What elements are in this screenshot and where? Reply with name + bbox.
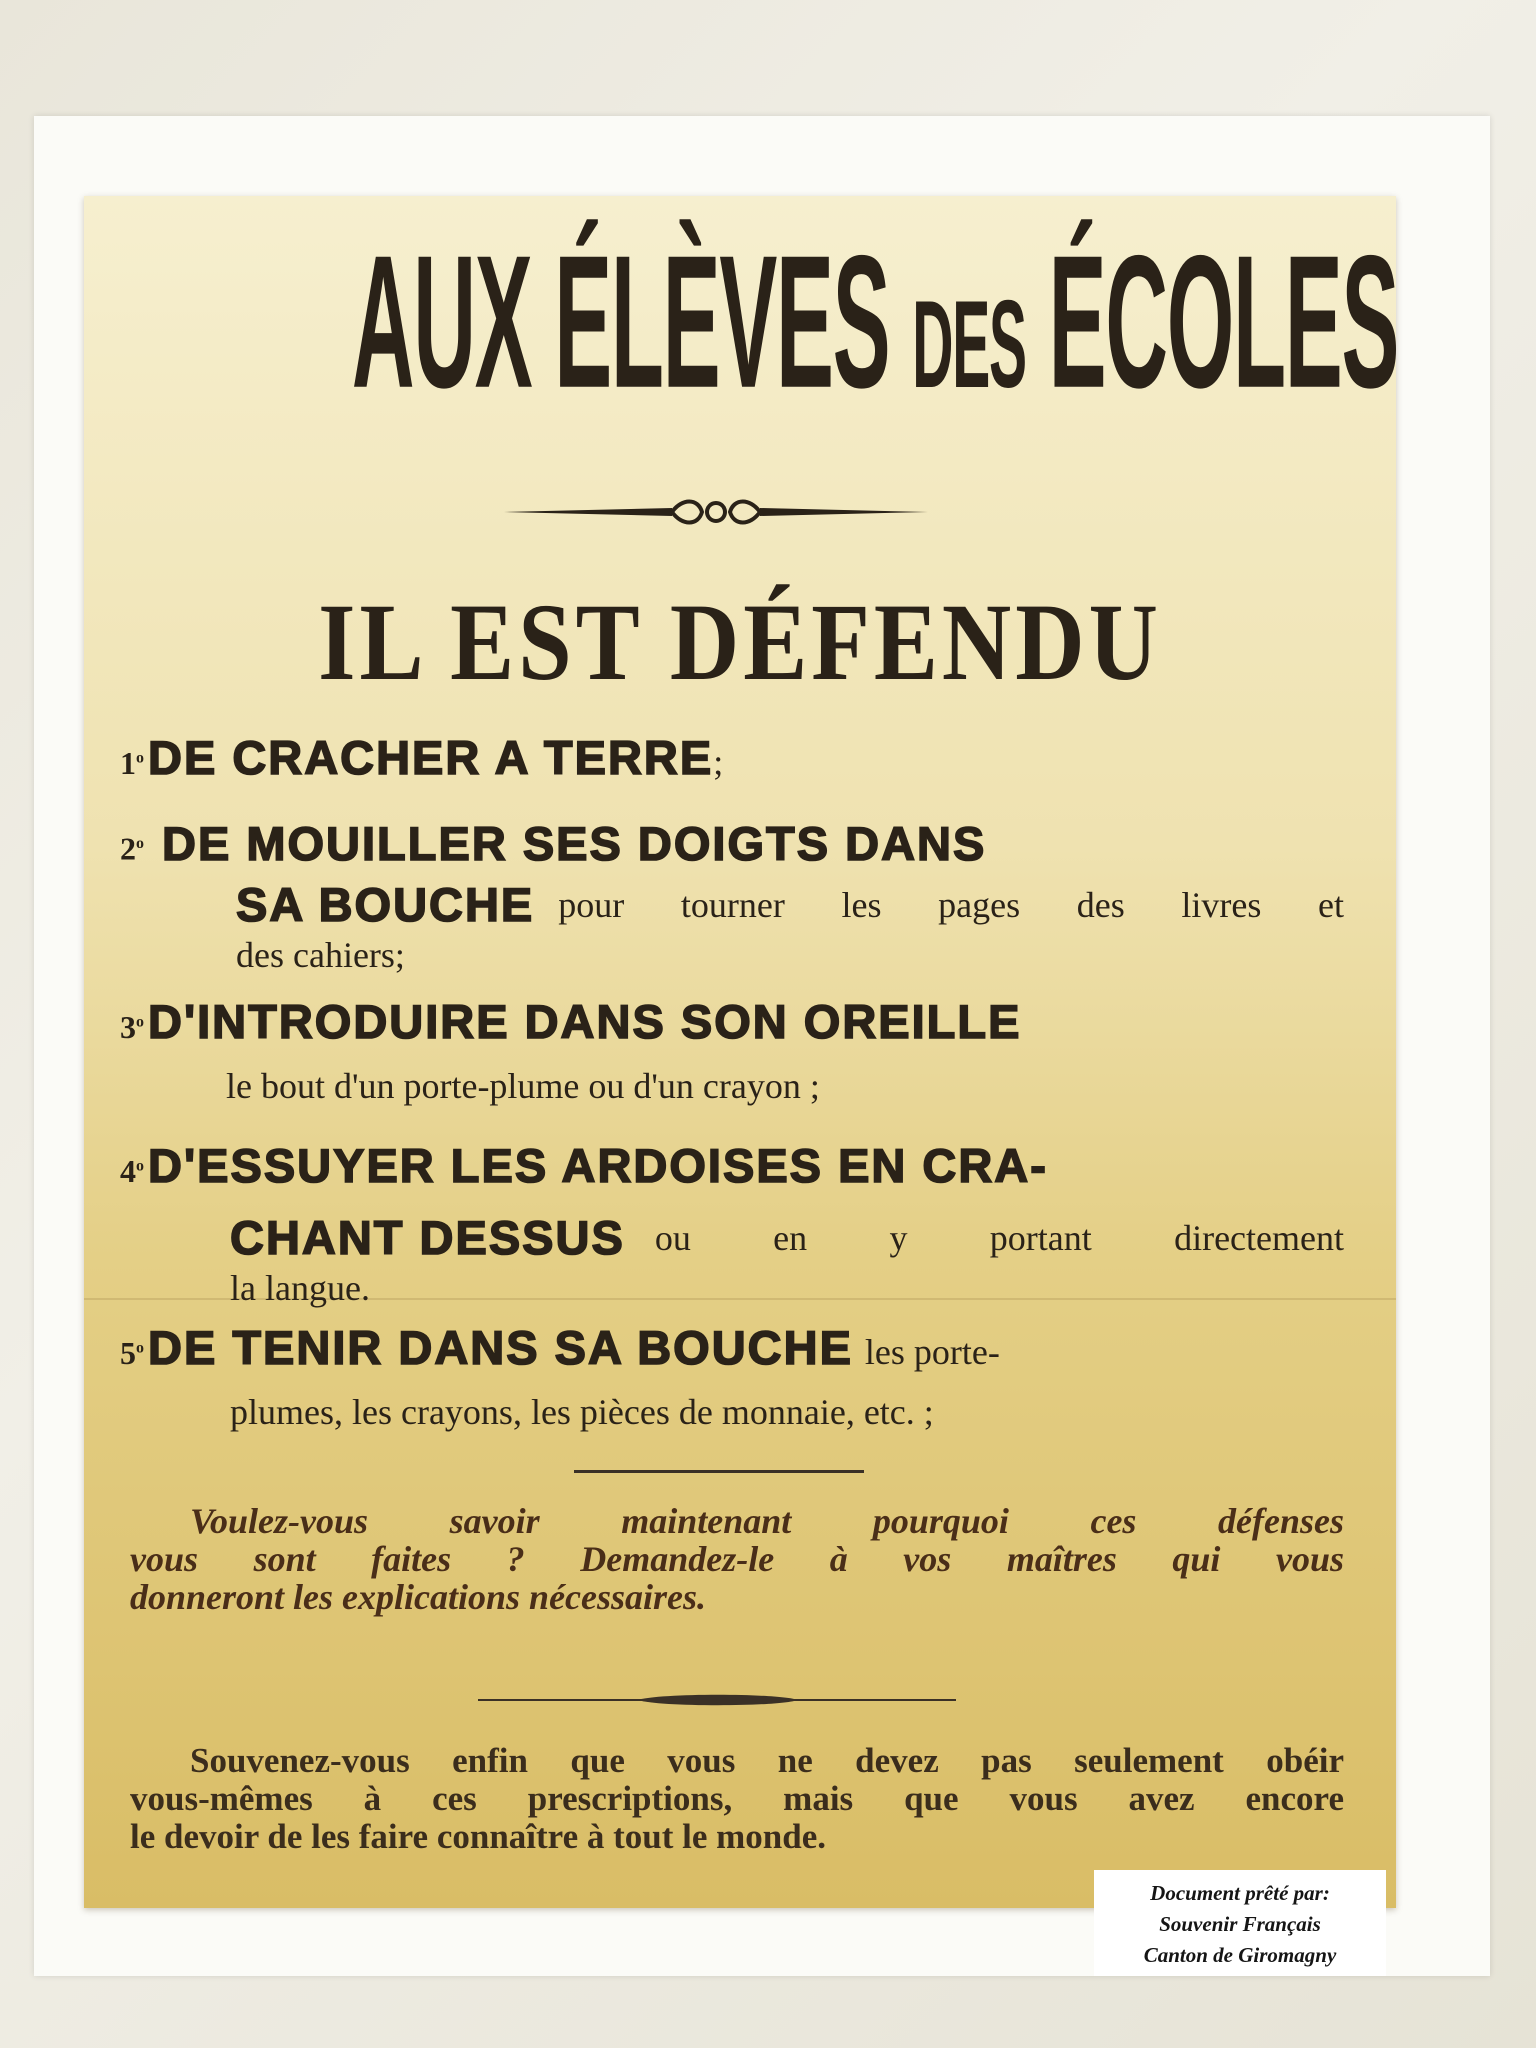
italic-line-2: vous sont faites ? Demandez-le à vos maîtres qui vous xyxy=(130,1539,1344,1579)
poster xyxy=(84,196,1399,1908)
item-bold-text: DE MOUILLER SES DOIGTS DANS xyxy=(162,817,987,870)
italic-line-3: donneront les explications nécessaires. xyxy=(130,1577,707,1617)
closing-paragraph xyxy=(130,1742,1344,1856)
item-number: 3$^o$ xyxy=(120,1009,144,1045)
title-part-3: ÉCOLES xyxy=(1048,215,1399,428)
item-bold-text: DE CRACHER A TERRE xyxy=(148,731,714,784)
credit-line-3: Canton de Giromagny xyxy=(1143,1943,1337,1967)
credit-line-1: Document prêté par: xyxy=(1150,1881,1330,1905)
item-text: pour tourner les pages des livres et xyxy=(558,884,1344,925)
item-bold-text: D'ESSUYER LES ARDOISES EN CRA- xyxy=(148,1139,1048,1192)
divider-line xyxy=(574,1470,864,1473)
rule-item-3 xyxy=(120,992,1344,1116)
poster-heading xyxy=(84,579,1396,704)
item-text: des cahiers; xyxy=(236,934,405,975)
rule-item-1 xyxy=(120,728,1344,800)
item-bold-text: DE TENIR DANS SA BOUCHE xyxy=(148,1321,853,1374)
rule-item-4 xyxy=(120,1136,1344,1316)
heading-text: IL EST DÉFENDU xyxy=(318,579,1162,704)
item-text: le bout d'un porte-plume ou d'un crayon ; xyxy=(226,1066,820,1106)
item-bold-text: D'INTRODUIRE DANS SON OREILLE xyxy=(148,995,1022,1048)
rule-item-2 xyxy=(120,814,1344,983)
ornamental-rule xyxy=(478,1690,956,1710)
item-bold-text: CHANT DESSUS xyxy=(230,1211,625,1264)
italic-line-1: Voulez-vous savoir maintenant pourquoi ces défenses xyxy=(190,1501,1344,1541)
title-part-2: DES xyxy=(912,276,1026,414)
rule-item-5 xyxy=(120,1318,1344,1442)
poster-title xyxy=(114,215,1399,428)
item-text: plumes, les crayons, les pièces de monnaie, etc. ; xyxy=(230,1392,934,1432)
credit-label xyxy=(1094,1870,1386,1976)
ornament-divider xyxy=(502,492,930,532)
closing-line-1: Souvenez-vous enfin que vous ne devez pas seulement obéir xyxy=(190,1741,1344,1780)
closing-line-2: vous-mêmes à ces prescriptions, mais que vous avez encore xyxy=(130,1779,1344,1818)
credit-line-2: Souvenir Français xyxy=(1159,1912,1321,1936)
closing-line-3: le devoir de les faire connaître à tout le monde. xyxy=(130,1817,827,1856)
item-number: 1$^o$ xyxy=(120,745,144,781)
italic-paragraph xyxy=(130,1502,1344,1616)
item-bold-text: SA BOUCHE xyxy=(236,877,535,931)
item-number: 5$^o$ xyxy=(120,1335,144,1371)
title-part-1: AUX ÉLÈVES xyxy=(351,215,890,428)
item-tail-text: les porte- xyxy=(864,1332,1000,1372)
item-text: ou en y portant directement xyxy=(654,1218,1344,1258)
item-tail-text: ; xyxy=(713,742,724,782)
item-text: la langue. xyxy=(230,1268,370,1308)
item-number: 2$^o$ xyxy=(120,830,144,867)
item-number: 4$^o$ xyxy=(120,1153,144,1189)
